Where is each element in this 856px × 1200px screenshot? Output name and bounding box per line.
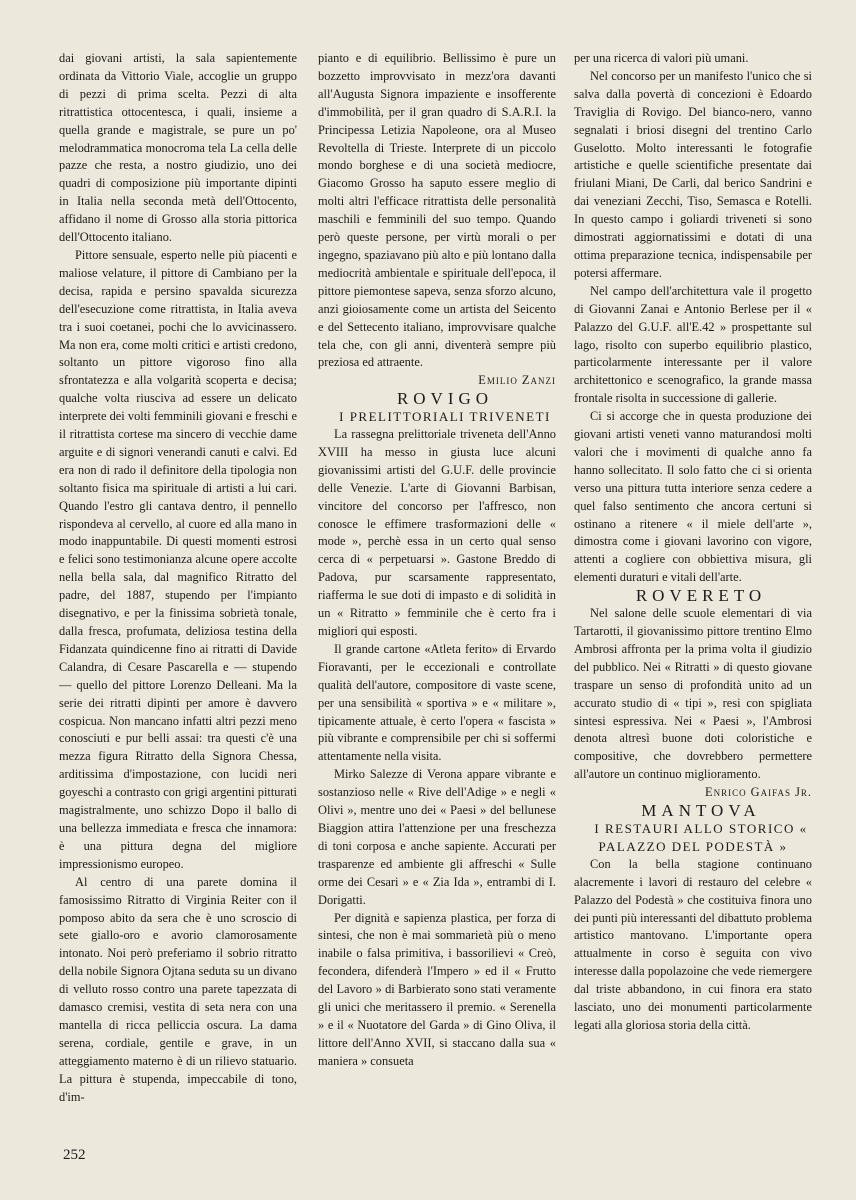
paragraph: Il grande cartone «Atleta ferito» di Ervardo Fioravanti, per le eccezionali e controllate qualità dell'autore, compositore di vaste scene, per una sensibilità « sportiva » e « militare », tipicamente attuale, è certo l'opera « fascista » più vibrante e comprensibile per chi si soffermi attentamente nella visita. <box>318 641 556 764</box>
section-subtitle: I PRELITTORIALI TRIVENETI <box>339 409 551 425</box>
paragraph: Nel campo dell'architettura vale il progetto di Giovanni Zanai e Antonio Berlese per il « Palazzo del G.U.F. all'E.42 » prospettante sul lago, risolto con superbo equilibrio plastico, particolarmente interessante per il valore architettonico e scenografico, la grande massa frontale risolta in successione di gallerie. <box>574 283 812 406</box>
paragraph: Per dignità e sapienza plastica, per forza di sintesi, che non è mai sommarietà più o meno inabile o falsa primitiva, i bassorilievi « Creò, fecondera, difenderà l'Impero » ed il « Frutto del Lavoro » di Barbierato sono stati veramente gli unici che meritassero il premio. « Serenella » e il « Nuotatore del Garda » di Gino Oliva, il littore dell'Anno XVII, si staccano dalla sua « maniera » consueta <box>318 910 556 1068</box>
text-column-middle <box>318 50 556 1071</box>
text-column-left <box>59 50 297 1106</box>
page-number: 252 <box>63 1147 86 1163</box>
section-title-rovereto: ROVERETO <box>635 586 767 606</box>
paragraph: Nel concorso per un manifesto l'unico che si salva dalla povertà di concezioni è Edoardo Traviglia di Rovigo. Del bianco-nero, vanno segnalati i briosi disegni del trentino Carlo Guselotto. Molto interessanti le fotografie artistiche e quelle scientifiche presentate dai friulani Miani, De Carli, dal berico Sandrini e dai veneziani Zecchi, Tiso, Semasca e Rotelli. In questo campo i goliardi triveneti si sono dimostrati aggiornatissimi e dotati di una ottima preparazione tecnica, indispensabile per potersi affermare. <box>574 68 812 280</box>
author-signature: Emilio Zanzi <box>478 373 556 388</box>
paragraph: Con la bella stagione continuano alacremente i lavori di restauro del celebre « Palazzo del Podestà » che costituiva finora uno dei punti più interessanti del dibattuto problema artistico mantovano. L'importante opera attualmente in corso è seguita con vivo interesse dalla popolazoine che vede riemergere dal triste abbandono, in cui finora era stato lasciato, uno dei monumenti particolarmente legati alla gloriosa storia della città. <box>574 856 812 1032</box>
paragraph: Pittore sensuale, esperto nelle più piacenti e maliose velature, il pittore di Cambiano per la decisa, rapida e persino spavalda sicurezza dell'esecuzione come ritrattista, in Italia aveva tra i suoi coetanei, pochi che lo avvicinassero. Ma non era, come molti critici e artisti credono, soltanto un pittore vigoroso fino alla sfrontatezza e alla volgarità scoperta e decisa; qualche volta riusciva ad essere un delicato interprete dei volti femminili giovani e freschi e il ritrattista cortese ma sincero di vecchie dame arguite e di signori venerandi canuti e calvi. Ed era non di rado il definitore della tipologia non soltanto fisica ma spirituale di artisti a lui cari. Quando l'estro gli cantava dentro, il pennello rispondeva al cervello, al cuore ed alla mano in modo inappuntabile. Di questi momenti estrosi e felici sono testimonianza alcune opere accolte nella bella sala, dal magnifico Ritratto del padre, del 1887, stupendo per l'impianto disegnativo, e per la finissima sobrietà tonale, dalla fresca, profumata, deliziosa testina della Fidanzata quindicenne fino ai ritratti di Davide Calandra, di Cesare Pascarella e — stupendo — quello del pittore Lorenzo Delleani. Ma la serie dei ritratti dipinti per amore è davvero cospicua. Non mancano infatti altri pezzi meno conosciuti e pur belli assai: tra questi c'è una mezza figura Ritratto della Signora Chessa, arditissima d'impostazione, con lucidi neri goyeschi a contrasto con grigi argentini pitturati magistralmente, uno schizzo Dopo il ballo di una bellezza immediata e fresca che innamora: è una pittura degna del migliore impressionismo europeo. <box>59 247 297 871</box>
section-subtitle: I RESTAURI ALLO STORICO « PALAZZO DEL PODESTÀ » <box>594 820 808 854</box>
paragraph: La rassegna prelittoriale triveneta dell'Anno XVIII ha messo in giusta luce alcuni giovanissimi artisti del G.U.F. delle provincie delle Venezie. L'arte di Giovanni Barbisan, vincitore del concorso per l'affresco, non conosce le effimere trasformazioni delle « mode », perchè essa in un certo qual senso cerca di « perpetuarsi ». Gastone Breddo di Padova, pur scarsamente rappresentato, riafferma le sue doti di impasto e di solidità in un « Ritratto » femminile che è certo fra i migliori qui esposti. <box>318 427 556 638</box>
paragraph: per una ricerca di valori più umani. <box>574 51 749 65</box>
section-title-mantova: MANTOVA <box>641 801 761 821</box>
section-title-rovigo: ROVIGO <box>396 389 494 409</box>
paragraph: Ci si accorge che in questa produzione dei giovani artisti veneti vanno maturandosi molti valori che i movimenti di qualche anno fa hanno sollecitato. Il solo fatto che ci si orienta verso una pittura tutta interiore senza cedere a quel falso sentimento che ancora certuni si ostinano a ritenere « il miele dell'arte », dimostra come i giovani lavorino con vigore, attenti a cogliere con obbiettiva misura, gli elementi duraturi e vitali dell'arte. <box>574 409 812 585</box>
paragraph: pianto e di equilibrio. Bellissimo è pure un bozzetto improvvisato in mezz'ora davanti all'Augusta Signora impaziente e insofferente d'immobilità, per il gran quadro di S.A.R.I. la Principessa Letizia Napoleone, ora al Museo Revoltella di Trieste. Interprete di un piccolo mondo borghese e di una società mediocre, Giacomo Grosso ha saputo essere meglio di molti altri l'efficace ritrattista delle personalità maschili e femminili del suo tempo. Quando però queste persone, per virtù morali o per ingegno, spaziavano più alto e più lontano dalla mediocrità ambientale e spirituale dell'epoca, il pittore piemontese sapeva, senza sforzo alcuno, anzi gioiosamente come un artista del Seicento e del Settecento italiano, improvvisare qualche tela che, con gli anni, diventerà sempre più preziosa ed attraente. <box>318 51 556 370</box>
paragraph: dai giovani artisti, la sala sapientemente ordinata da Vittorio Viale, accoglie un gruppo di pezzi di prima scelta. Pezzi di alta ritrattistica ottocentesca, i quali, insieme a quella grande e magistrale, se pure un po' melodrammatica monocroma tela La cella delle pazze che resta, a nostro giudizio, uno dei quadri di composizione più importante dipinti in Italia nella seconda metà dell'Ottocento, affidano il nome di Grosso alla storia pittorica dell'Ottocento italiano. <box>59 51 297 245</box>
paragraph: Al centro di una parete domina il famosissimo Ritratto di Virginia Reiter con il pomposo abito da sera che è uno scroscio di sete giallo-oro e avorio clamorosamente intonato. Noi però preferiamo il sobrio ritratto della nobile Signora Ojtana seduta su un divano di velluto rosso contro una parete tapezzata di damasco cremisi, vestita di seta nera con una mantella di ricca pelliccia oscura. La dama serena, cordiale, gentile e grave, in un atteggiamento materno è di un rilievo statuario. La pittura è stupenda, impeccabile di tono, d'im- <box>59 874 297 1104</box>
paragraph: Nel salone delle scuole elementari di via Tartarotti, il giovanissimo pittore trentino Elmo Ambrosi affronta per la prima volta il giudizio del pubblico. Nei « Ritratti » di questo giovane traspare un senso di profondità unito ad un accurato studio di « tipi », resi con spigliata sintesi espressiva. Nei « Paesi », l'Ambrosi denota altresì buone doti coloristiche e compositive, che dovrebbero permettere all'autore un continuo miglioramento. <box>574 606 812 782</box>
paragraph: Mirko Salezze di Verona appare vibrante e sostanzioso nelle « Rive dell'Adige » e negli « Olivi », mentre uno dei « Paesi » del bellunese Biaggion attira l'attenzione per una freschezza di toni corposa e anche sapiente. Accurati per trasparenze ed ambiente gli affreschi « Sulle orme dei Cesari » e « Zia Ida », entrambi di I. Dorigatti. <box>318 767 556 907</box>
author-signature: Enrico Gaifas Jr. <box>705 785 812 800</box>
text-column-right <box>574 50 812 1035</box>
